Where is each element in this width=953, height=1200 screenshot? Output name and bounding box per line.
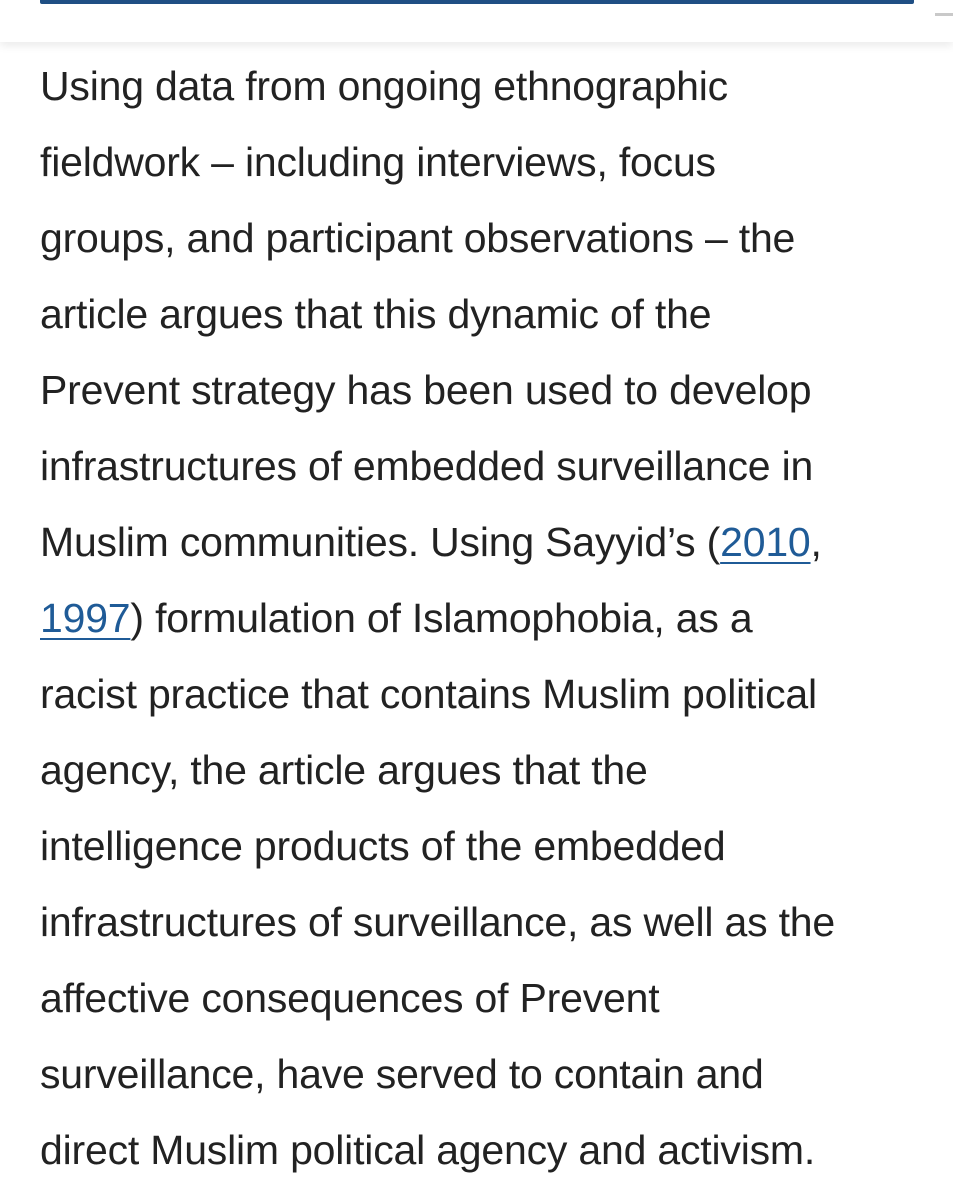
citation-link-1997[interactable]: 1997 [40, 595, 131, 641]
abstract-line-3: groups, and participant observations – the [40, 215, 796, 261]
abstract-line-14: surveillance, have served to contain and [40, 1051, 764, 1097]
abstract-line-4: article argues that this dynamic of the [40, 291, 712, 337]
header-accent-bar [40, 0, 914, 4]
abstract-line-9: racist practice that contains Muslim political [40, 671, 817, 717]
abstract-line-1: Using data from ongoing ethnographic [40, 63, 728, 109]
article-top-header [0, 0, 953, 42]
abstract-line-6: infrastructures of embedded surveillance in [40, 443, 814, 489]
abstract-line-7 [40, 504, 930, 580]
abstract-line-2: fieldwork – including interviews, focus [40, 139, 716, 185]
abstract-line-8 [40, 580, 930, 656]
article-abstract-paragraph [40, 48, 930, 1188]
abstract-line-5: Prevent strategy has been used to develop [40, 367, 812, 413]
abstract-line-11: intelligence products of the embedded [40, 823, 726, 869]
abstract-line-8-text: ) formulation of Islamophobia, as a [130, 595, 753, 641]
abstract-line-7-text: Muslim communities. Using Sayyid’s ( [40, 519, 721, 565]
abstract-line-13: affective consequences of Prevent [40, 975, 660, 1021]
menu-icon-fragment[interactable] [935, 0, 953, 16]
abstract-line-10: agency, the article argues that the [40, 747, 648, 793]
abstract-line-12: infrastructures of surveillance, as well as the [40, 899, 836, 945]
citation-link-2010[interactable]: 2010 [720, 519, 811, 565]
abstract-line-15: direct Muslim political agency and activism. [40, 1127, 816, 1173]
citation-separator: , [810, 519, 822, 565]
